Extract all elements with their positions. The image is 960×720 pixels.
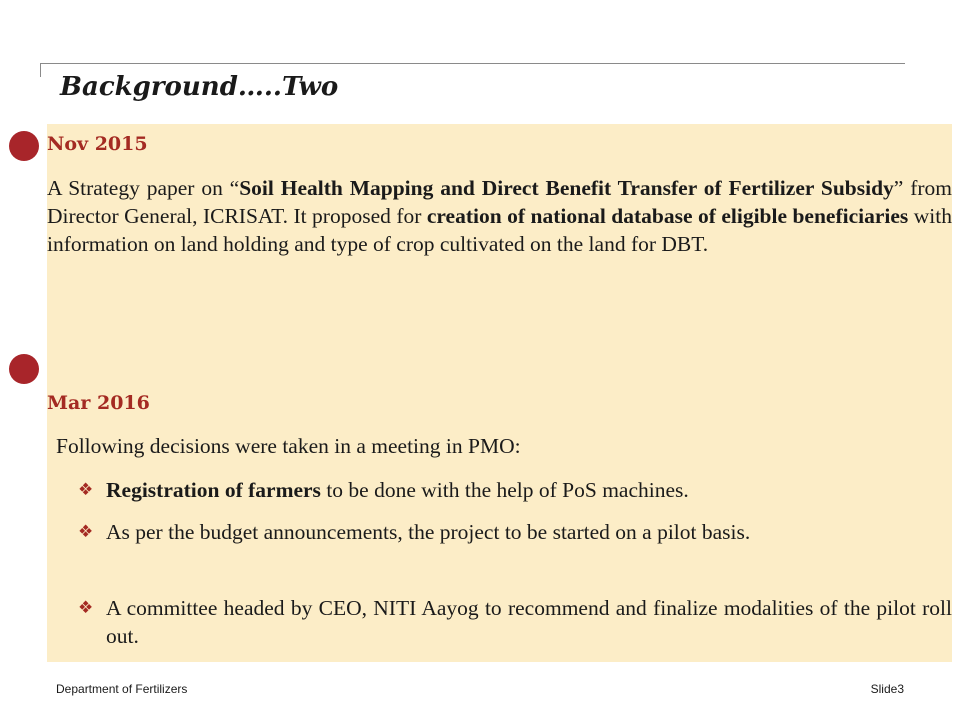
title-rule: [40, 63, 905, 64]
footer-slide-number: Slide3: [870, 682, 904, 696]
timeline-dot-icon: [9, 354, 39, 384]
decision-item-text: A committee headed by CEO, NITI Aayog to recommend and finalize modalities of the pilot roll out.: [106, 596, 952, 648]
decision-item-text: As per the budget announcements, the project to be started on a pilot basis.: [106, 520, 751, 544]
decisions-intro: Following decisions were taken in a meeting in PMO:: [56, 434, 521, 458]
decision-item: [78, 594, 952, 650]
diamond-bullet-icon: ❖: [78, 598, 94, 617]
decision-item-text: Registration of farmers to be done with the help of PoS machines.: [106, 478, 689, 502]
decision-item: [78, 476, 952, 504]
slide-title: Background…..Two: [60, 72, 339, 102]
diamond-bullet-icon: ❖: [78, 480, 94, 499]
diamond-bullet-icon: ❖: [78, 522, 94, 541]
timeline-dot-icon: [9, 131, 39, 161]
section-date-mar-2016: Mar 2016: [47, 392, 150, 414]
section-date-nov-2015: Nov 2015: [47, 133, 148, 155]
decision-item: [78, 518, 952, 546]
footer-department: Department of Fertilizers: [56, 682, 188, 696]
title-rule-tick: [40, 63, 41, 77]
strategy-paper-paragraph: A Strategy paper on “Soil Health Mapping and Direct Benefit Transfer of Fertilizer Subsidy” from Director General, ICRISAT. It proposed for creation of national database of eligible beneficiaries with information on land holding and type of crop cultivated on the land for DBT.: [47, 176, 952, 256]
